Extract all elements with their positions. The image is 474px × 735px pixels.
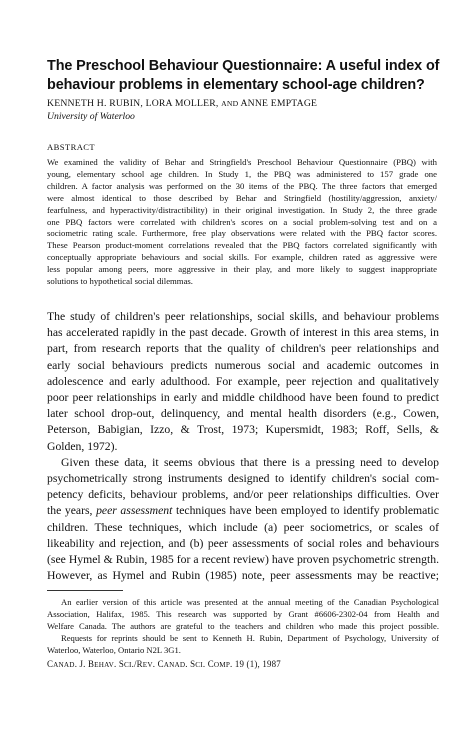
citation-run: . S	[113, 659, 124, 669]
footnote-line: Requests for reprints should be sent to Kenneth H. Rubin, Department of Psychology, University of	[61, 632, 439, 643]
citation-run: . 19 (1), 1987	[230, 659, 281, 669]
citation-run: ./R	[131, 659, 143, 669]
abstract-line: less popular among peers, more aggressive in their play, and more likely to suggest inappropriate	[47, 264, 437, 275]
citation-run: . J. B	[74, 659, 95, 669]
footnote-line: Welfare Canada. The authors are grateful to the teachers and children who made this project possible.	[47, 620, 439, 631]
citation-run: CI	[123, 661, 132, 669]
abstract-line: conceptually appropriate behaviours and social skills. For example, children rated as aggressive were	[47, 252, 437, 263]
citation-run: CI	[195, 661, 203, 669]
abstract-line: one PBQ factors were correlated with children's scores on a social problem-solving test and on a	[47, 216, 437, 227]
abstract-line: These Pearson product-moment correlations revealed that the PBQ factors correlated significantly with	[47, 240, 437, 251]
article-title	[47, 57, 442, 95]
body-line: part, from research reports that the quality of children's peer relationships and	[47, 342, 439, 356]
citation-run: C	[47, 659, 54, 669]
body-line: children. These techniques, which include (a) peer sociometrics, or scales of	[47, 520, 439, 534]
authors-part: ANNE EMPTAGE	[238, 98, 318, 109]
body-text	[47, 309, 439, 584]
title-line: behaviour problems in elementary school-age children?	[47, 77, 425, 93]
body-line: Peterson, Babigian, Izzo, & Trost, 1973; Kupersmidt, 1983; Roff, Sells, &	[47, 423, 439, 437]
body-line: likeability and rejection, and (b) peer assessments of social roles and behaviours	[47, 536, 439, 550]
footnote-line: An earlier version of this article was presented at the annual meeting of the Canadian Psychological	[61, 597, 439, 607]
emphasis-peer-assessment: peer assessment	[96, 504, 173, 518]
abstract-line: were almost identical to those described by Behar and Stringfield (hostility/aggression, anxiety/	[47, 192, 437, 203]
citation-run: . S	[185, 659, 196, 669]
abstract-heading: ABSTRACT	[47, 142, 96, 152]
title-line: The Preschool Behaviour Questionnaire: A useful index of	[47, 58, 440, 74]
citation-run: OMP	[213, 661, 231, 669]
body-line: psychometrically strong instruments designed to identify children's social com-	[47, 472, 439, 486]
abstract-text	[47, 157, 437, 288]
body-line: The study of children's peer relationships, social skills, and behaviour problems	[47, 310, 439, 323]
body-line: poor peer relationships in early and middle childhood have been found to predict	[47, 391, 439, 405]
affiliation: University of Waterloo	[47, 111, 135, 122]
citation-run: EHAV	[94, 661, 114, 669]
author-list	[47, 98, 317, 109]
footnote	[47, 597, 439, 657]
citation-run: EV	[142, 661, 153, 669]
authors-part: KENNETH H. RUBIN, LORA MOLLER,	[47, 98, 222, 109]
body-line: Golden, 1972).	[47, 439, 118, 453]
body-line	[47, 503, 439, 519]
abstract-line: We examined the validity of Behar and Stringfield's Preschool Behaviour Questionnaire (PBQ) with	[47, 157, 437, 167]
body-line: petency deficits, behaviour problems, and/or peer relationships difficulties. Over	[47, 488, 439, 502]
body-line: (see Hymel & Rubin, 1985 for a recent review) have proven psychometric strength.	[47, 553, 439, 567]
citation-run: ANAD	[53, 661, 75, 669]
abstract-line: children. A factor analysis was performed on the 30 items of the PBQ. The three factors that emerged	[47, 180, 437, 191]
body-line: early social behaviours predicts numerous social and academic outcomes in	[47, 358, 439, 372]
abstract-line: sociometric rating scale. Furthermore, free play observations were related with the PBQ factor scores.	[47, 228, 437, 239]
body-line: adolescence and early adulthood. For example, peer rejection and qualitatively	[47, 374, 439, 388]
footnote-divider	[47, 590, 123, 591]
authors-and: AND	[221, 99, 239, 108]
body-line: has accelerated rapidly in the past decade. Growth of interest in this area stems, in	[47, 326, 439, 340]
abstract-line: young, elementary school age children. In Study 1, the PBQ was administered to 157 grade one	[47, 168, 437, 179]
body-line: later school drop-out, delinquency, and mental health disorders (e.g., Cowen,	[47, 407, 439, 421]
journal-citation	[47, 659, 281, 669]
citation-run: . C	[202, 659, 214, 669]
body-line: Given these data, it seems obvious that there is a pressing need to develop	[61, 455, 439, 469]
footnote-line: Waterloo, Waterloo, Ontario N2L 3G1.	[47, 644, 181, 655]
citation-run: ANAD	[163, 661, 186, 669]
citation-run: . C	[152, 659, 164, 669]
body-line: However, as Hymel and Rubin (1985) note, peer assessments may be reactive;	[47, 569, 439, 583]
footnote-line: Association, Halifax, 1985. This research was supported by Grant #6606-2302-04 from Health and	[47, 608, 439, 619]
body-text-run: techniques have been employed to identify problematic	[172, 504, 439, 518]
abstract-line: fearfulness, and hyperactivity/distractibility) in their original investigation. In Study 2, the three grade	[47, 204, 437, 215]
body-text-run: the years,	[47, 504, 97, 518]
abstract-line: solutions to hypothetical social dilemmas.	[47, 276, 193, 287]
